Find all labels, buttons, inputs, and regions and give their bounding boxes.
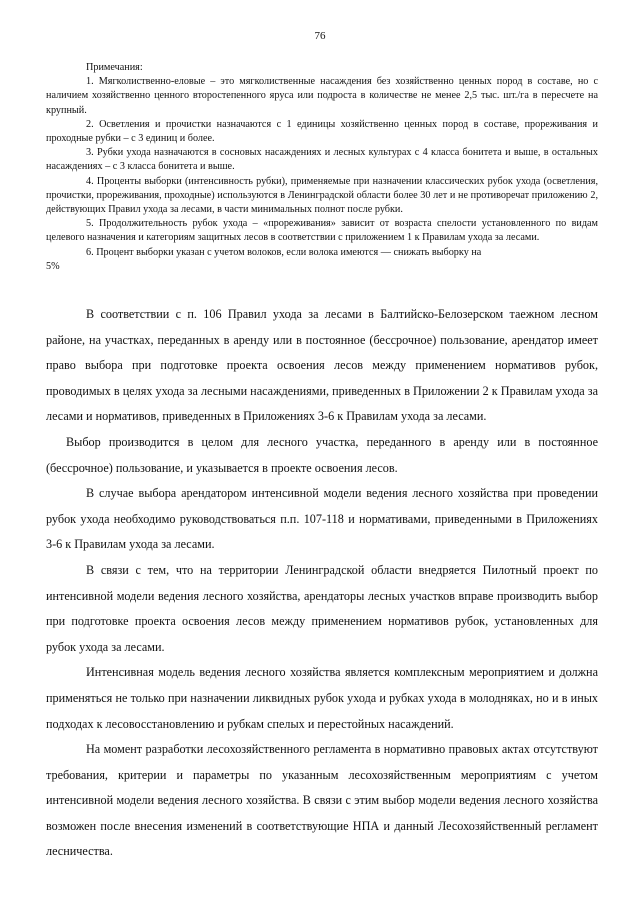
body-paragraph: В соответствии с п. 106 Правил ухода за лесами в Балтийско-Белозерском таежном лесном районе, на участках, переданных в аренду или в постоянное (бессрочное) пользование, арендатор имеет право выбора при подготовке проекта освоения лесов между применением нормативов рубок, проводимых в целях ухода за лесными насаждениями, приведенных в Приложении 2 к Правилам ухода за лесами и нормативов, приведенных в Приложениях 3-6 к Правилам ухода за лесами. bbox=[46, 307, 598, 424]
body-paragraph: В случае выбора арендатором интенсивной модели ведения лесного хозяйства при проведении рубок ухода необходимо руководствоваться п.п. 107-118 и нормативами, приведенными в Приложениях 3-6 к Правилам ухода за лесами. bbox=[46, 486, 598, 552]
body-paragraph: Выбор производится в целом для лесного участка, переданного в аренду или в постоянное (бессрочное) пользование, и указывается в проекте освоения лесов. bbox=[46, 434, 598, 475]
notes-section bbox=[46, 61, 598, 274]
page-number: 76 bbox=[314, 30, 326, 42]
body-paragraph: В связи с тем, что на территории Ленинградской области внедряется Пилотный проект по интенсивной модели ведения лесного хозяйства, арендаторы лесных участков вправе производить выбор при подготовке проекта освоения лесов между применением нормативов рубок, установленных для рубок ухода за лесами. bbox=[46, 562, 598, 654]
note-item: 3. Рубки ухода назначаются в сосновых насаждениях и лесных культурах с 4 класса бонитета и выше, в остальных насаждениях – с 3 класса бонитета и выше. bbox=[46, 147, 598, 173]
note-item-tail: 5% bbox=[46, 260, 60, 272]
body-paragraph: На момент разработки лесохозяйственного регламента в нормативно правовых актах отсутствуют требования, критерии и параметры по указанным лесохозяйственным мероприятиям с учетом интенсивной модели ведения лесного хозяйства. В связи с этим выбор модели ведения лесного хозяйства возможен после внесения изменений в соответствующие НПА и данный Лесохозяйственный регламент лесничества. bbox=[46, 742, 598, 859]
note-item: 4. Проценты выборки (интенсивность рубки), применяемые при назначении классических рубок ухода (осветления, прочистки, прореживания, проходные) используются в Ленинградской области более 30 лет и не противоречат приложению 2, действующих Правил ухода за лесами, в части минимальных полнот после рубки. bbox=[46, 175, 598, 216]
body-paragraph: Интенсивная модель ведения лесного хозяйства является комплексным мероприятием и должна применяться не только при назначении ликвидных рубок ухода и рубках ухода в молодняках, но и в иных подходах к лесовосстановлению и рубкам спелых и перестойных насаждений. bbox=[46, 665, 598, 731]
note-item: 5. Продолжительность рубок ухода – «прореживания» зависит от возраста спелости установленного по видам целевого назначения и категориям защитных лесов в соответствии с приложением 1 к Правилам ухода за лесами. bbox=[46, 218, 598, 244]
note-item: 2. Осветления и прочистки назначаются с 1 единицы хозяйственно ценных пород в составе, прореживания и проходные рубки – с 3 единиц и более. bbox=[46, 118, 598, 145]
note-item: 1. Мягколиственно-еловые – это мягколиственные насаждения без хозяйственно ценных пород в составе, но с наличием хозяйственно ценного второстепенного яруса или подроста в количестве не менее 2,5 тыс. шт./га в пересчете на крупный. bbox=[46, 76, 598, 116]
body-text bbox=[46, 302, 598, 865]
notes-heading: Примечания: bbox=[86, 62, 143, 73]
note-item: 6. Процент выборки указан с учетом волоков, если волока имеются — снижать выборку на bbox=[86, 246, 482, 258]
